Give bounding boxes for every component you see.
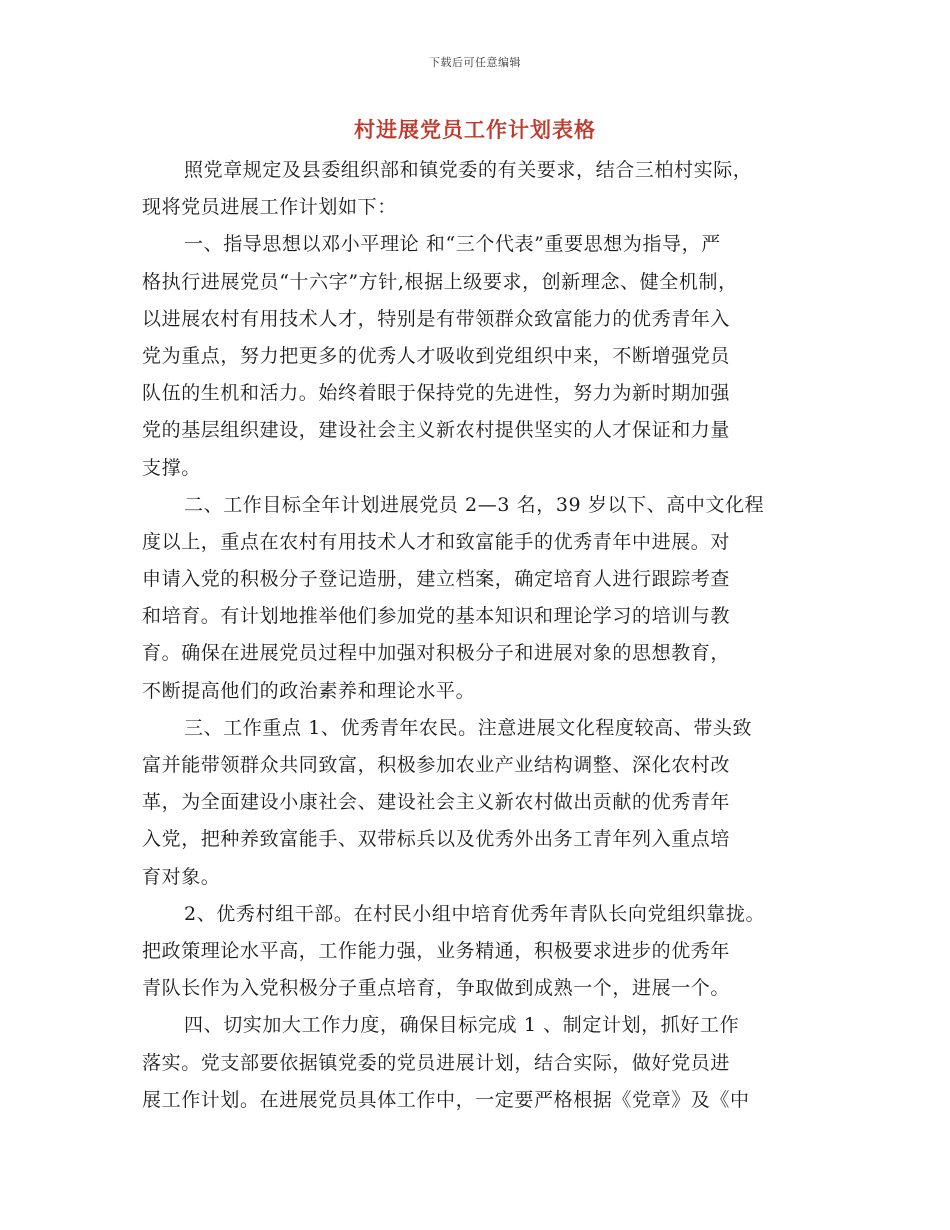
- text-line: 党为重点，努力把更多的优秀人才吸收到党组织中来，不断增强党员: [142, 344, 731, 367]
- document-title: 村进展党员工作计划表格: [354, 117, 596, 142]
- text-line: 富并能带领群众共同致富，积极参加农业产业结构调整、深化农村改: [142, 754, 731, 776]
- document-body: [142, 152, 814, 1119]
- text-line: 三、工作重点 1、优秀青年农民。注意进展文化程度较高、带头致: [184, 716, 753, 739]
- text-line: 度以上，重点在农村有用技术人才和致富能手的优秀青年中进展。对: [142, 530, 731, 553]
- text-line: 2、优秀村组干部。在村民小组中培育优秀年青队长向党组织靠拢。: [184, 902, 766, 925]
- text-line: 以进展农村有用技术人才，特别是有带领群众致富能力的优秀青年入: [142, 307, 731, 330]
- text-line: 格执行进展党员“十六字”方针,根据上级要求，创新理念、健全机制，: [142, 270, 738, 293]
- text-line: 二、工作目标全年计划进展党员 2—3 名，39 岁以下、高中文化程: [184, 493, 765, 516]
- text-line: 照党章规定及县委组织部和镇党委的有关要求，结合三柏村实际，: [184, 159, 753, 181]
- text-line: 和培育。有计划地推举他们参加党的基本知识和理论学习的培训与教: [142, 605, 731, 628]
- text-line: 入党，把种养致富能手、双带标兵以及优秀外出务工青年列入重点培: [142, 828, 731, 851]
- text-line: 现将党员进展工作计划如下：: [142, 196, 397, 219]
- text-line: 育对象。: [142, 865, 221, 888]
- text-line: 党的基层组织建设，建设社会主义新农村提供坚实的人才保证和力量: [142, 419, 731, 442]
- text-line: 支撑。: [142, 456, 201, 479]
- text-line: 申请入党的积极分子登记造册，建立档案，确定培育人进行跟踪考查: [142, 568, 731, 591]
- text-line: 落实。党支部要依据镇党委的党员进展计划，结合实际，做好党员进: [142, 1051, 731, 1074]
- text-line: 一、指导思想以邓小平理论 和“三个代表”重要思想为指导，严: [184, 233, 721, 256]
- text-line: 青队长作为入党积极分子重点培育，争取做到成熟一个，进展一个。: [142, 977, 731, 1000]
- header-note: 下载后可任意编辑: [429, 56, 521, 69]
- text-line: 四、切实加大工作力度，确保目标完成 1 、制定计划，抓好工作: [184, 1014, 740, 1037]
- text-line: 育。确保在进展党员过程中加强对积极分子和进展对象的思想教育，: [142, 642, 731, 665]
- text-line: 不断提高他们的政治素养和理论水平。: [142, 679, 476, 702]
- text-line: 队伍的生机和活力。始终着眼于保持党的先进性，努力为新时期加强: [142, 382, 731, 405]
- text-line: 把政策理论水平高，工作能力强，业务精通，积极要求进步的优秀年: [142, 939, 731, 962]
- text-line: 展工作计划。在进展党员具体工作中，一定要严格根据《党章》及《中: [142, 1088, 750, 1111]
- text-line: 革，为全面建设小康社会、建设社会主义新农村做出贡献的优秀青年: [142, 791, 731, 814]
